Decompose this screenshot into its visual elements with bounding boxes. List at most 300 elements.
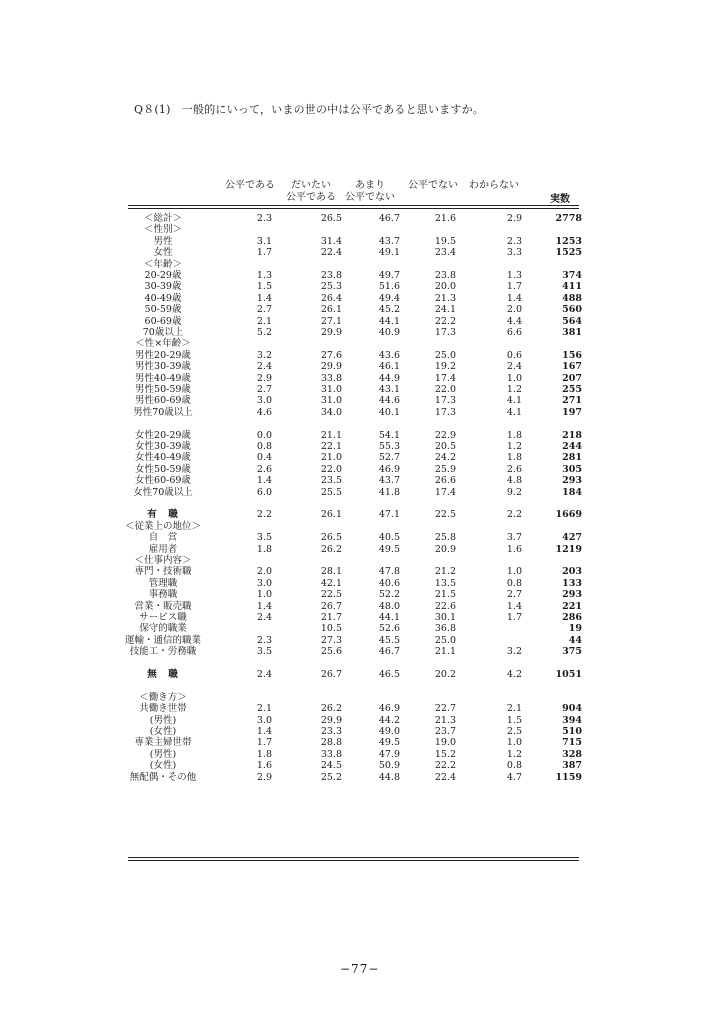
- row-label: ＜性×年齢＞: [135, 338, 191, 350]
- table-row: [0, 749, 725, 760]
- cell-col1: 2.6: [256, 463, 272, 475]
- row-label: ＜仕事内容＞: [134, 555, 192, 566]
- cell-col5: 4.2: [506, 669, 522, 680]
- cell-col4: 22.4: [434, 771, 456, 783]
- cell-col3: 47.9: [378, 748, 400, 760]
- table-row: [0, 772, 725, 783]
- section-header: [0, 555, 725, 566]
- cell-col2: 26.2: [320, 543, 342, 555]
- cell-col4: 22.9: [434, 429, 456, 441]
- cell-col5: 4.7: [506, 771, 522, 783]
- row-label: 男性20-29歳: [135, 349, 191, 361]
- cell-col5: 1.4: [506, 292, 522, 304]
- cell-col6: 271: [562, 395, 582, 407]
- cell-col1: 2.3: [256, 213, 272, 224]
- row-label: 自 営: [148, 532, 178, 544]
- table-row: [0, 566, 725, 577]
- row-label: 男性: [153, 235, 173, 247]
- row-label: サービス職: [139, 612, 187, 623]
- cell-col3: 43.6: [378, 349, 400, 361]
- cell-col1: 2.4: [256, 669, 272, 680]
- cell-col2: 33.8: [320, 372, 342, 384]
- header-not-very-fair-line1: あまり: [355, 180, 385, 191]
- cell-col2: 42.1: [320, 577, 342, 589]
- cell-col5: 2.9: [506, 213, 522, 224]
- row-label: 無配偶・その他: [129, 771, 197, 783]
- cell-col5: 1.0: [506, 372, 522, 384]
- cell-col4: 17.3: [434, 395, 456, 407]
- table-row: [0, 452, 725, 463]
- row-label: 有 職: [147, 509, 179, 521]
- cell-col2: 21.7: [320, 612, 342, 623]
- cell-col2: 21.1: [320, 429, 342, 441]
- section-header: [0, 521, 725, 532]
- table-row: [0, 726, 725, 737]
- cell-col6: 374: [562, 270, 582, 281]
- cell-col2: 22.1: [320, 441, 342, 452]
- cell-col6: 394: [562, 714, 582, 726]
- cell-col5: 1.7: [506, 612, 522, 623]
- section-header: [0, 338, 725, 349]
- cell-col3: 41.8: [378, 486, 400, 498]
- cell-col3: 49.1: [378, 247, 400, 259]
- cell-col3: 40.5: [378, 532, 400, 544]
- cell-col6: 44: [568, 634, 582, 646]
- cell-col1: 2.2: [256, 509, 272, 521]
- cell-col3: 46.7: [378, 646, 400, 658]
- cell-col3: 51.6: [378, 281, 400, 293]
- cell-col5: 2.6: [506, 463, 522, 475]
- table-row: [0, 464, 725, 475]
- section-header: [0, 692, 725, 703]
- cell-col1: 3.5: [256, 532, 272, 544]
- cell-col4: 21.3: [434, 292, 456, 304]
- cell-col3: 47.8: [378, 566, 400, 578]
- cell-col3: 46.5: [378, 669, 400, 680]
- cell-col2: 29.9: [320, 361, 342, 373]
- table-row: [0, 384, 725, 395]
- cell-col6: 1159: [555, 771, 582, 783]
- cell-col2: 26.1: [320, 509, 342, 521]
- row-label: 男性30-39歳: [135, 361, 191, 373]
- row-label: 専門・技術職: [134, 566, 192, 578]
- cell-col5: 1.5: [506, 714, 522, 726]
- cell-col1: 2.3: [256, 634, 272, 646]
- row-label: 雇用者: [148, 543, 178, 555]
- row-label: 無 職: [147, 669, 179, 680]
- header-fair: 公平である: [225, 180, 275, 191]
- table-row: [0, 612, 725, 623]
- table-row: [0, 281, 725, 292]
- cell-col1: 1.5: [256, 281, 272, 293]
- cell-col4: 30.1: [434, 612, 456, 623]
- cell-col2: 26.7: [320, 600, 342, 612]
- cell-col4: 36.8: [434, 623, 456, 635]
- cell-col3: 49.4: [378, 292, 400, 304]
- cell-col1: 3.0: [256, 577, 272, 589]
- cell-col4: 23.4: [434, 247, 456, 259]
- cell-col6: 19: [568, 623, 582, 635]
- table-row: [0, 395, 725, 406]
- row-label: 男性50-59歳: [135, 384, 191, 395]
- row-label: 女性50-59歳: [135, 463, 191, 475]
- cell-col1: 2.9: [256, 372, 272, 384]
- cell-col1: 3.1: [256, 235, 272, 247]
- cell-col4: 21.6: [434, 213, 456, 224]
- cell-col6: 381: [562, 327, 582, 338]
- cell-col4: 22.6: [434, 600, 456, 612]
- cell-col1: 0.4: [256, 452, 272, 464]
- cell-col6: 305: [562, 463, 582, 475]
- cell-col2: 25.3: [320, 281, 342, 293]
- row-label: 技能工・労務職: [129, 646, 197, 658]
- cell-col2: 25.6: [320, 646, 342, 658]
- row-label: (男性): [149, 714, 177, 726]
- cell-col4: 21.5: [434, 589, 456, 601]
- cell-col2: 26.7: [320, 669, 342, 680]
- cell-col2: 23.5: [320, 475, 342, 487]
- question-title: Q８(1) 一般的にいって，いまの世の中は公平であると思いますか。: [134, 103, 484, 116]
- table-row: [0, 578, 725, 589]
- cell-col6: 904: [562, 703, 582, 715]
- row-label: 運輸・通信的職業: [124, 634, 201, 646]
- header-mostly-fair-line1: だいたい: [291, 180, 331, 191]
- cell-col5: 3.7: [506, 532, 522, 544]
- cell-col5: 1.3: [506, 270, 522, 281]
- row-label: 管理職: [148, 577, 178, 589]
- cell-col6: 375: [562, 646, 582, 658]
- cell-col1: 4.6: [256, 406, 272, 418]
- cell-col2: 27.1: [320, 315, 342, 327]
- table-row: [0, 703, 725, 714]
- cell-col2: 24.5: [320, 760, 342, 772]
- cell-col6: 1525: [555, 247, 582, 259]
- cell-col5: 2.3: [506, 235, 522, 247]
- cell-col5: 1.8: [506, 429, 522, 441]
- cell-col5: 1.7: [506, 281, 522, 293]
- row-label: 60-69歳: [144, 315, 182, 327]
- cell-col1: 2.4: [256, 612, 272, 623]
- cell-col1: 3.5: [256, 646, 272, 658]
- header-mostly-fair-line2: 公平である: [286, 192, 336, 203]
- cell-col6: 293: [562, 589, 582, 601]
- cell-col6: 488: [562, 292, 582, 304]
- cell-col1: 1.0: [256, 589, 272, 601]
- cell-col3: 55.3: [378, 441, 400, 452]
- table-row: [0, 361, 725, 372]
- row-label: 専業主婦世帯: [134, 737, 192, 749]
- cell-col6: 560: [562, 304, 582, 316]
- cell-col2: 25.5: [320, 486, 342, 498]
- cell-col3: 44.2: [378, 714, 400, 726]
- table-row: [0, 293, 725, 304]
- section-header: [0, 259, 725, 270]
- header-dont-know: わからない: [469, 180, 519, 191]
- cell-col6: 255: [562, 384, 582, 395]
- cell-col6: 184: [562, 486, 582, 498]
- cell-col6: 1219: [555, 543, 582, 555]
- row-label: 保守的職業: [139, 623, 187, 635]
- cell-col1: 1.7: [256, 737, 272, 749]
- cell-col3: 44.9: [378, 372, 400, 384]
- cell-col4: 20.9: [434, 543, 456, 555]
- cell-col3: 45.5: [378, 634, 400, 646]
- table-row: [0, 589, 725, 600]
- row-label: ＜従業上の地位＞: [124, 520, 201, 532]
- cell-col3: 46.1: [378, 361, 400, 373]
- cell-col4: 25.9: [434, 463, 456, 475]
- cell-col1: 1.4: [256, 475, 272, 487]
- cell-col3: 43.7: [378, 235, 400, 247]
- cell-col4: 21.3: [434, 714, 456, 726]
- row-label: 男性40-49歳: [135, 372, 191, 384]
- cell-col5: 1.2: [506, 748, 522, 760]
- cell-col2: 29.9: [320, 327, 342, 338]
- cell-col5: 0.8: [506, 760, 522, 772]
- row-label: 50-59歳: [144, 304, 182, 316]
- row-label: ＜年齢＞: [143, 258, 182, 270]
- cell-col4: 22.2: [434, 760, 456, 772]
- cell-col4: 17.4: [434, 372, 456, 384]
- cell-col5: 2.1: [506, 703, 522, 715]
- cell-col5: 0.8: [506, 577, 522, 589]
- row-label: 20-29歳: [144, 270, 182, 281]
- cell-col3: 40.6: [378, 577, 400, 589]
- table-row: [0, 737, 725, 748]
- cell-col5: 0.6: [506, 349, 522, 361]
- cell-col1: 3.0: [256, 714, 272, 726]
- cell-col6: 156: [562, 349, 582, 361]
- cell-col4: 19.5: [434, 235, 456, 247]
- row-label: ＜総計＞: [143, 213, 182, 224]
- row-label: 事務職: [148, 589, 178, 601]
- cell-col6: 427: [562, 532, 582, 544]
- cell-col4: 21.2: [434, 566, 456, 578]
- cell-col6: 218: [562, 429, 582, 441]
- table-row: [0, 760, 725, 771]
- cell-col1: 1.4: [256, 726, 272, 737]
- cell-col6: 221: [562, 600, 582, 612]
- cell-col5: 1.8: [506, 452, 522, 464]
- cell-col5: 1.2: [506, 384, 522, 395]
- cell-col6: 387: [562, 760, 582, 772]
- cell-col4: 22.5: [434, 509, 456, 521]
- cell-col3: 46.9: [378, 463, 400, 475]
- cell-col2: 31.0: [320, 395, 342, 407]
- cell-col2: 26.5: [320, 213, 342, 224]
- cell-col2: 31.0: [320, 384, 342, 395]
- table-row: [0, 430, 725, 441]
- table-row: [0, 373, 725, 384]
- cell-col2: 26.2: [320, 703, 342, 715]
- cell-col1: 2.7: [256, 304, 272, 316]
- cell-col4: 19.2: [434, 361, 456, 373]
- row-label: 男性60-69歳: [135, 395, 191, 407]
- cell-col1: 2.4: [256, 361, 272, 373]
- section-header: [0, 224, 725, 235]
- cell-col2: 27.6: [320, 349, 342, 361]
- cell-col6: 328: [562, 748, 582, 760]
- row-label: (女性): [149, 726, 177, 737]
- cell-col4: 17.4: [434, 486, 456, 498]
- cell-col5: 9.2: [506, 486, 522, 498]
- cell-col6: 197: [562, 406, 582, 418]
- cell-col3: 50.9: [378, 760, 400, 772]
- table-row: [0, 327, 725, 338]
- cell-col3: 46.9: [378, 703, 400, 715]
- table-row: [0, 635, 725, 646]
- cell-col4: 15.2: [434, 748, 456, 760]
- row-label: 共働き世帯: [139, 703, 187, 715]
- cell-col2: 34.0: [320, 406, 342, 418]
- cell-col6: 715: [562, 737, 582, 749]
- cell-col6: 286: [562, 612, 582, 623]
- cell-col1: 6.0: [256, 486, 272, 498]
- cell-col1: 0.0: [256, 429, 272, 441]
- row-label: 女性70歳以上: [133, 486, 193, 498]
- cell-col4: 24.2: [434, 452, 456, 464]
- cell-col6: 2778: [555, 213, 582, 224]
- header-not-fair: 公平でない: [408, 180, 458, 191]
- row-label: 女性30-39歳: [135, 441, 191, 452]
- table-row: [0, 407, 725, 418]
- cell-col4: 13.5: [434, 577, 456, 589]
- cell-col2: 23.3: [320, 726, 342, 737]
- table-row: [0, 247, 725, 258]
- cell-col5: 4.1: [506, 395, 522, 407]
- cell-col1: 2.1: [256, 703, 272, 715]
- cell-col2: 22.5: [320, 589, 342, 601]
- cell-col3: 49.5: [378, 737, 400, 749]
- table-row: [0, 270, 725, 281]
- cell-col1: 1.6: [256, 760, 272, 772]
- cell-col6: 167: [562, 361, 582, 373]
- cell-col3: 44.1: [378, 612, 400, 623]
- table-row: [0, 532, 725, 543]
- cell-col4: 20.0: [434, 281, 456, 293]
- cell-col4: 22.7: [434, 703, 456, 715]
- table-row: [0, 441, 725, 452]
- cell-col4: 24.1: [434, 304, 456, 316]
- cell-col2: 26.4: [320, 292, 342, 304]
- cell-col2: 10.5: [320, 623, 342, 635]
- cell-col1: 2.9: [256, 771, 272, 783]
- row-label: ＜性別＞: [143, 224, 182, 236]
- table-row: [0, 213, 725, 224]
- cell-col1: 1.4: [256, 292, 272, 304]
- cell-col6: 1051: [555, 669, 582, 680]
- row-label: 営業・販売職: [134, 600, 192, 612]
- header-count: 実数: [550, 194, 570, 205]
- cell-col5: 2.5: [506, 726, 522, 737]
- cell-col2: 31.4: [320, 235, 342, 247]
- cell-col3: 44.8: [378, 771, 400, 783]
- cell-col3: 44.6: [378, 395, 400, 407]
- cell-col6: 1669: [555, 509, 582, 521]
- cell-col1: 3.2: [256, 349, 272, 361]
- cell-col6: 244: [562, 441, 582, 452]
- cell-col5: 4.4: [506, 315, 522, 327]
- cell-col6: 133: [562, 577, 582, 589]
- cell-col3: 52.2: [378, 589, 400, 601]
- table-row: [0, 350, 725, 361]
- cell-col3: 43.1: [378, 384, 400, 395]
- cell-col6: 281: [562, 452, 582, 464]
- cell-col4: 23.8: [434, 270, 456, 281]
- row-label: 30-39歳: [144, 281, 182, 293]
- cell-col4: 23.7: [434, 726, 456, 737]
- cell-col3: 40.9: [378, 327, 400, 338]
- row-label: 70歳以上: [142, 327, 184, 338]
- cell-col2: 27.3: [320, 634, 342, 646]
- cell-col2: 21.0: [320, 452, 342, 464]
- table-row: [0, 715, 725, 726]
- cell-col2: 33.8: [320, 748, 342, 760]
- cell-col4: 17.3: [434, 406, 456, 418]
- cell-col2: 28.8: [320, 737, 342, 749]
- cell-col2: 23.8: [320, 270, 342, 281]
- cell-col4: 19.0: [434, 737, 456, 749]
- cell-col6: 293: [562, 475, 582, 487]
- cell-col5: 1.6: [506, 543, 522, 555]
- row-label: 男性70歳以上: [133, 406, 193, 418]
- cell-col3: 52.6: [378, 623, 400, 635]
- cell-col1: 3.0: [256, 395, 272, 407]
- cell-col2: 25.2: [320, 771, 342, 783]
- table-row: [0, 669, 725, 680]
- table-row: [0, 487, 725, 498]
- cell-col6: 510: [562, 726, 582, 737]
- cell-col6: 564: [562, 315, 582, 327]
- cell-col5: 2.2: [506, 509, 522, 521]
- cell-col6: 411: [562, 281, 582, 293]
- table-row: [0, 316, 725, 327]
- table-row: [0, 601, 725, 612]
- cell-col3: 45.2: [378, 304, 400, 316]
- row-label: 40-49歳: [144, 292, 182, 304]
- table-row: [0, 544, 725, 555]
- table-row: [0, 509, 725, 520]
- cell-col2: 22.4: [320, 247, 342, 259]
- cell-col6: 207: [562, 372, 582, 384]
- cell-col1: 1.8: [256, 543, 272, 555]
- cell-col2: 26.1: [320, 304, 342, 316]
- cell-col1: 0.8: [256, 441, 272, 452]
- cell-col1: 2.1: [256, 315, 272, 327]
- cell-col3: 40.1: [378, 406, 400, 418]
- table-row: [0, 646, 725, 657]
- cell-col4: 22.0: [434, 384, 456, 395]
- cell-col4: 25.8: [434, 532, 456, 544]
- cell-col3: 44.1: [378, 315, 400, 327]
- row-label: 女性40-49歳: [135, 452, 191, 464]
- row-label: 女性: [153, 247, 173, 259]
- cell-col3: 49.0: [378, 726, 400, 737]
- cell-col5: 4.8: [506, 475, 522, 487]
- cell-col4: 26.6: [434, 475, 456, 487]
- cell-col5: 2.4: [506, 361, 522, 373]
- cell-col1: 1.3: [256, 270, 272, 281]
- cell-col1: 1.4: [256, 600, 272, 612]
- table-row: [0, 236, 725, 247]
- cell-col1: 5.2: [256, 327, 272, 338]
- cell-col2: 26.5: [320, 532, 342, 544]
- cell-col5: 2.0: [506, 304, 522, 316]
- table-row: [0, 623, 725, 634]
- cell-col3: 54.1: [378, 429, 400, 441]
- cell-col4: 22.2: [434, 315, 456, 327]
- cell-col2: 28.1: [320, 566, 342, 578]
